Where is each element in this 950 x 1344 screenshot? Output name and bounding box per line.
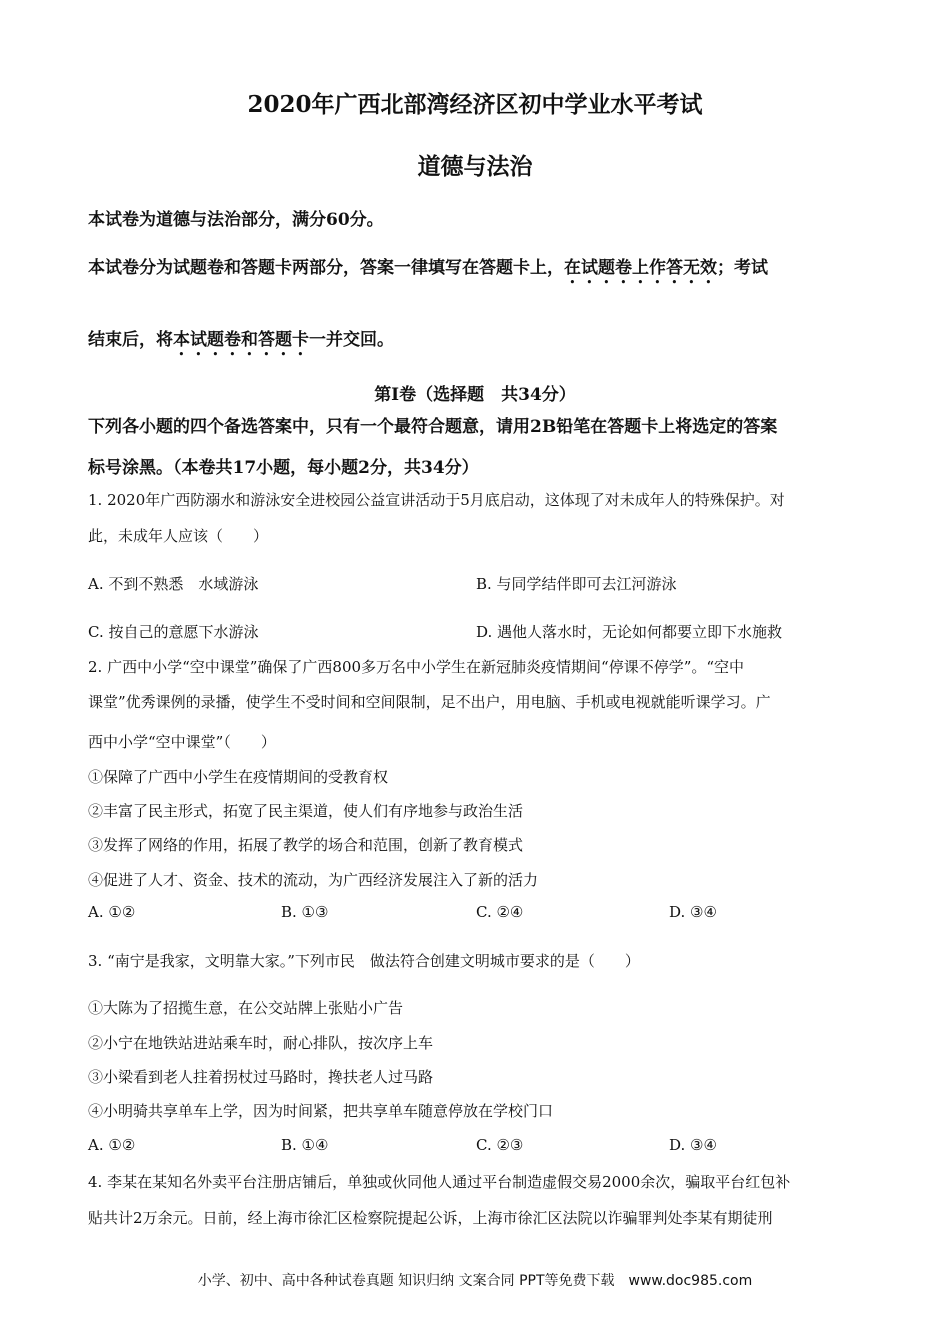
q1-option-a: A. 不到不熟悉 水域游泳 bbox=[88, 575, 259, 593]
q2-stem-1: 2. 广西中小学“空中课堂”确保了广西800多万名中小学生在新冠肺炎疫情期间“停课不停学”。“空中 bbox=[88, 658, 745, 676]
note-line-2-emphasis: 在试题卷上作答无效 bbox=[564, 258, 717, 278]
q4-stem-2: 贴共计2万余元。日前，经上海市徐汇区检察院提起公诉，上海市徐汇区法院以诈骗罪判处李某有期徒刑 bbox=[88, 1209, 773, 1227]
q1-stem-1: 1. 2020年广西防溺水和游泳安全进校园公益宣讲活动于5月底启动，这体现了对未成年人的特殊保护。对 bbox=[88, 491, 785, 509]
note-line-2-a: 本试卷分为试题卷和答题卡两部分，答案一律填写在答题卡上， bbox=[88, 258, 564, 278]
q4-stem-1: 4. 李某在某知名外卖平台注册店铺后，单独或伙同他人通过平台制造虚假交易2000余次，骗取平台红包补 bbox=[88, 1173, 791, 1191]
q2-option-c: C. ②④ bbox=[476, 903, 524, 921]
note-line-3-b: 一并交回。 bbox=[309, 330, 394, 350]
q3-statement-3: ③小梁看到老人拄着拐杖过马路时，搀扶老人过马路 bbox=[88, 1068, 434, 1086]
q2-statement-1: ①保障了广西中小学生在疫情期间的受教育权 bbox=[88, 768, 389, 786]
section-heading: 第Ⅰ卷（选择题 共34分） bbox=[374, 385, 576, 405]
q1-option-b: B. 与同学结伴即可去江河游泳 bbox=[476, 575, 677, 593]
note-line-3-emphasis: 本试题卷和答题卡 bbox=[173, 330, 309, 350]
note-line-2 bbox=[88, 253, 768, 288]
note-line-2-b: ；考试 bbox=[717, 258, 768, 278]
q2-option-a: A. ①② bbox=[88, 903, 136, 921]
section-instruction-1: 下列各小题的四个备选答案中，只有一个最符合题意，请用2B铅笔在答题卡上将选定的答案 bbox=[88, 417, 778, 437]
q3-option-c: C. ②③ bbox=[476, 1136, 524, 1154]
note-line-3-a: 结束后，将 bbox=[88, 330, 173, 350]
exam-title: 2020年广西北部湾经济区初中学业水平考试 bbox=[247, 91, 703, 118]
q3-statement-2: ②小宁在地铁站进站乘车时，耐心排队，按次序上车 bbox=[88, 1034, 434, 1052]
q3-stem: 3. “南宁是我家，文明靠大家。”下列市民 做法符合创建文明城市要求的是（ ） bbox=[88, 952, 640, 970]
note-line-1: 本试卷为道德与法治部分，满分60分。 bbox=[88, 210, 384, 230]
q2-statement-2: ②丰富了民主形式，拓宽了民主渠道，使人们有序地参与政治生活 bbox=[88, 802, 524, 820]
q2-statement-4: ④促进了人才、资金、技术的流动，为广西经济发展注入了新的活力 bbox=[88, 871, 539, 889]
q3-statement-4: ④小明骑共享单车上学，因为时间紧，把共享单车随意停放在学校门口 bbox=[88, 1102, 554, 1120]
q3-option-b: B. ①④ bbox=[281, 1136, 329, 1154]
q3-option-d: D. ③④ bbox=[669, 1136, 717, 1154]
q1-stem-2: 此，未成年人应该（ ） bbox=[88, 527, 269, 545]
subject-title: 道德与法治 bbox=[417, 153, 533, 180]
q2-stem-3: 西中小学“空中课堂”（ ） bbox=[88, 733, 276, 751]
q3-option-a: A. ①② bbox=[88, 1136, 136, 1154]
q3-statement-1: ①大陈为了招揽生意，在公交站牌上张贴小广告 bbox=[88, 999, 404, 1017]
q2-option-d: D. ③④ bbox=[669, 903, 717, 921]
q1-option-d: D. 遇他人落水时，无论如何都要立即下水施救 bbox=[476, 623, 783, 641]
q1-option-c: C. 按自己的意愿下水游泳 bbox=[88, 623, 259, 641]
note-line-3 bbox=[88, 325, 394, 360]
q2-option-b: B. ①③ bbox=[281, 903, 329, 921]
footer-text: 小学、初中、高中各种试卷真题 知识归纳 文案合同 PPT等免费下载 www.doc985.com bbox=[197, 1273, 753, 1289]
q2-statement-3: ③发挥了网络的作用，拓展了教学的场合和范围，创新了教育模式 bbox=[88, 836, 524, 854]
section-instruction-2: 标号涂黑。（本卷共17小题，每小题2分，共34分） bbox=[88, 458, 479, 478]
q2-stem-2: 课堂”优秀课例的录播，使学生不受时间和空间限制，足不出户，用电脑、手机或电视就能听课学习。广 bbox=[88, 693, 771, 711]
